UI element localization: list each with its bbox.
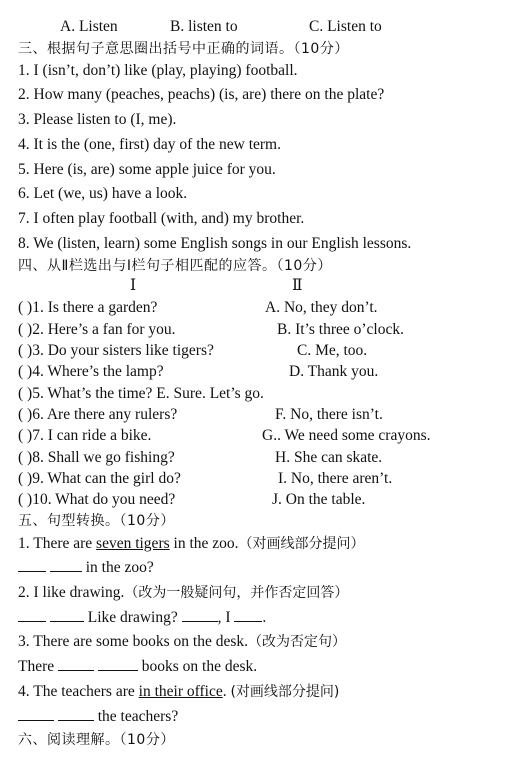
sec5-question-2 [18,584,348,602]
q2-separator: , I [217,609,235,626]
q4-prefix: 4. The teachers are [18,683,139,700]
match-right-d: D. Thank you. [289,363,379,380]
section-6-title: 六、阅读理解。（10分） [18,732,175,748]
q3-text: 3. There are some books on the desk. [18,633,249,650]
match-right-a: A. No, they don’t. [265,299,378,316]
section-4-title: 四、从Ⅱ栏选出与Ⅰ栏句子相匹配的应答。（10分） [18,258,332,274]
sec3-item-7: 7. I often play football (with, and) my brother. [18,210,305,227]
match-left-1: ( )1. Is there a garden? [18,299,158,316]
sec3-item-5: 5. Here (is, are) some apple juice for you. [18,161,276,178]
answer-blank[interactable] [234,609,262,622]
q1-suffix: in the zoo. [169,535,239,552]
match-right-b: B. It’s three o’clock. [277,321,404,338]
match-left-9: ( )9. What can the girl do? [18,470,181,487]
answer-blank[interactable] [50,609,84,622]
answer-blank[interactable] [182,609,218,622]
sec3-item-6: 6. Let (we, us) have a look. [18,185,188,202]
match-right-j: J. On the table. [272,491,366,508]
q4-underlined: in their office [138,683,223,700]
answer-blank[interactable] [18,708,54,721]
match-left-5: ( )5. What’s the time? E. Sure. Let’s go. [18,385,264,402]
match-left-8: ( )8. Shall we go fishing? [18,449,175,466]
match-left-4: ( )4. Where’s the lamp? [18,363,164,380]
column-2-header: Ⅱ [292,277,303,294]
sec3-item-3: 3. Please listen to (I, me). [18,111,177,128]
q1-instruction: （对画线部分提问） [238,536,365,552]
sec3-item-1: 1. I (isn’t, don’t) like (play, playing) football. [18,62,298,79]
sec5-question-1 [18,535,365,553]
q1-answer-text: in the zoo? [81,559,154,576]
option-b: B. listen to [170,18,238,35]
column-1-header: Ⅰ [130,277,137,294]
match-left-7: ( )7. I can ride a bike. [18,427,152,444]
q2-instruction: （改为一般疑问句，并作否定回答） [124,585,349,601]
q1-underlined: seven tigers [96,535,170,552]
match-right-c: C. Me, too. [297,342,368,359]
option-c: C. Listen to [309,18,382,35]
q3-prefix: There [18,658,59,675]
q3-instruction: （改为否定句） [248,634,347,650]
answer-blank[interactable] [98,658,138,671]
match-right-i: I. No, there aren’t. [278,470,393,487]
q4-answer-text: the teachers? [93,708,179,725]
q4-suffix: . [222,683,231,700]
answer-blank[interactable] [58,708,94,721]
section-3-title: 三、根据句子意思圈出括号中正确的词语。（10分） [18,41,349,57]
option-a: A. Listen [60,18,118,35]
q3-suffix: books on the desk. [137,658,258,675]
sec5-question-4 [18,683,339,701]
match-right-h: H. She can skate. [275,449,383,466]
q4-instruction: (对画线部分提问) [230,684,340,700]
match-left-2: ( )2. Here’s a fan for you. [18,321,176,338]
sec3-item-2: 2. How many (peaches, peachs) (is, are) there on the plate? [18,86,385,103]
answer-blank[interactable] [58,658,94,671]
q2-end: . [262,609,267,626]
answer-blank[interactable] [50,559,82,572]
sec5-question-3 [18,633,346,651]
answer-blank[interactable] [18,609,46,622]
match-right-g: G.. We need some crayons. [262,427,431,444]
match-left-10: ( )10. What do you need? [18,491,176,508]
q2-text: 2. I like drawing. [18,584,125,601]
answer-blank[interactable] [18,559,46,572]
match-right-f: F. No, there isn’t. [275,406,383,423]
match-left-6: ( )6. Are there any rulers? [18,406,178,423]
q1-prefix: 1. There are [18,535,97,552]
match-left-3: ( )3. Do your sisters like tigers? [18,342,214,359]
sec3-item-4: 4. It is the (one, first) day of the new term. [18,136,281,153]
sec5-answer-4 [18,708,178,726]
sec5-answer-2 [18,609,266,627]
section-5-title: 五、句型转换。（10分） [18,513,175,529]
q2-middle: Like drawing? [83,609,182,626]
sec5-answer-1 [18,559,154,577]
sec3-item-8: 8. We (listen, learn) some English songs in our English lessons. [18,235,412,252]
sec5-answer-3 [18,658,257,676]
